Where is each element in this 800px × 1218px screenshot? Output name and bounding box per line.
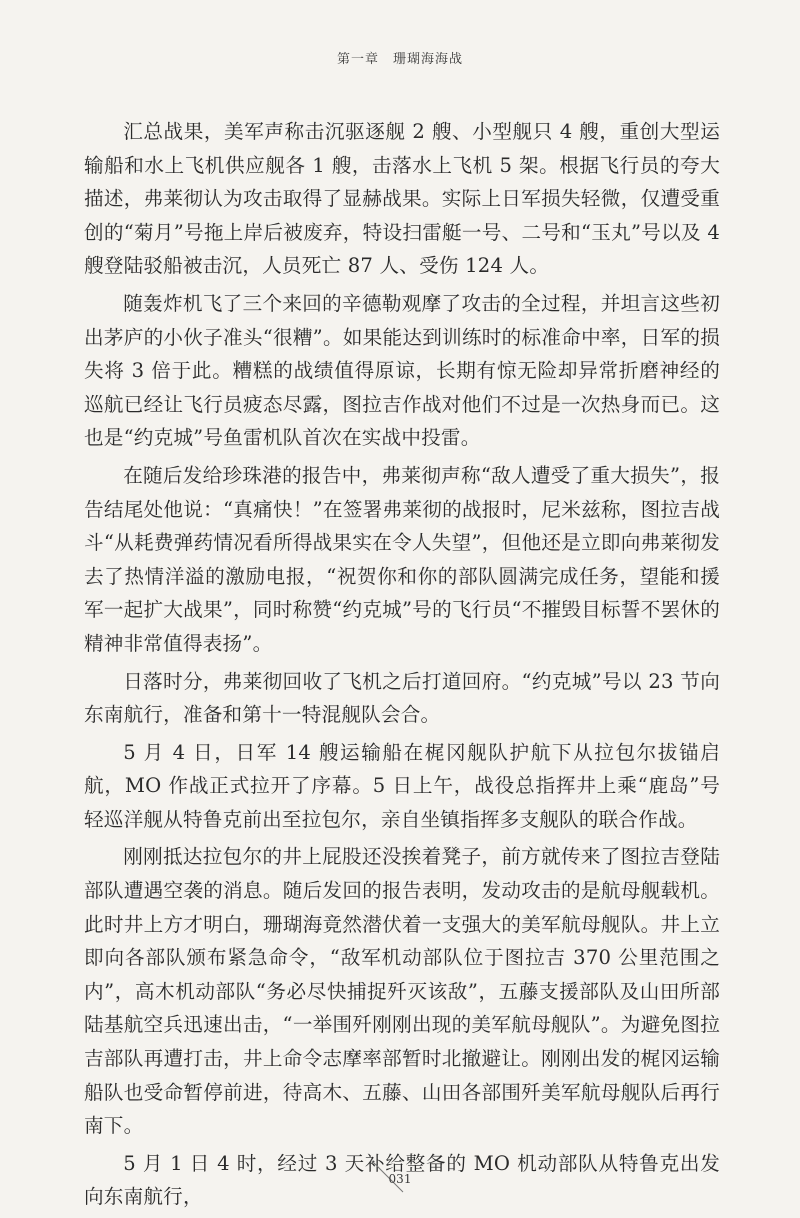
- paragraph: 在随后发给珍珠港的报告中，弗莱彻声称“敌人遭受了重大损失”，报告结尾处他说：“真痛快！”在签署弗莱彻的战报时，尼米兹称，图拉吉战斗“从耗费弹药情况看所得战果实在令人失望”，但他还是立即向弗莱彻发去了热情洋溢的激励电报，“祝贺你和你的部队圆满完成任务，望能和援军一起扩大战果”，同时称赞“约克城”号的飞行员“不摧毁目标誓不罢休的精神非常值得表扬”。: [84, 463, 720, 655]
- paragraph: 随轰炸机飞了三个来回的辛德勒观摩了攻击的全过程，并坦言这些初出茅庐的小伙子准头“很糟”。如果能达到训练时的标准命中率，日军的损失将 3 倍于此。糟糕的战绩值得原谅，长期有惊无险却异常折磨神经的巡航已经让飞行员疲态尽露，图拉吉作战对他们不过是一次热身而已。这也是“约克城”号鱼雷机队首次在实战中投雷。: [84, 291, 720, 450]
- paragraph: 5 月 4 日，日军 14 艘运输船在梶冈舰队护航下从拉包尔拔锚启航，MO 作战正式拉开了序幕。5 日上午，战役总指挥井上乘“鹿岛”号轻巡洋舰从特鲁克前出至拉包尔，亲自坐镇指挥多支舰队的联合作战。: [84, 740, 720, 831]
- body-text: [84, 115, 720, 1218]
- paragraph: 日落时分，弗莱彻回收了飞机之后打道回府。“约克城”号以 23 节向东南航行，准备和第十一特混舰队会合。: [84, 669, 720, 727]
- paragraph: 5 月 1 日 4 时，经过 3 天补给整备的 MO 机动部队从特鲁克出发向东南航行，: [84, 1151, 720, 1209]
- page-number: 031: [388, 1172, 412, 1186]
- paragraph: 刚刚抵达拉包尔的井上屁股还没挨着凳子，前方就传来了图拉吉登陆部队遭遇空袭的消息。随后发回的报告表明，发动攻击的是航母舰载机。此时井上方才明白，珊瑚海竟然潜伏着一支强大的美军航母舰队。井上立即向各部队颁布紧急命令，“敌军机动部队位于图拉吉 370 公里范围之内”，高木机动部队“务必尽快捕捉歼灭该敌”，五藤支援部队及山田所部陆基航空兵迅速出击，“一举围歼刚刚出现的美军航母舰队”。为避免图拉吉部队再遭打击，井上命令志摩率部暂时北撤避让。刚刚出发的梶冈运输船队也受命暂停前进，待高木、五藤、山田各部围歼美军航母舰队后再行南下。: [84, 845, 720, 1138]
- running-header: 第一章 珊瑚海海战: [336, 52, 463, 67]
- paragraph: 汇总战果，美军声称击沉驱逐舰 2 艘、小型舰只 4 艘，重创大型运输船和水上飞机供应舰各 1 艘，击落水上飞机 5 架。根据飞行员的夸大描述，弗莱彻认为攻击取得了显赫战果。实际上日军损失轻微，仅遭受重创的“菊月”号拖上岸后被废弃，特设扫雷艇一号、二号和“玉丸”号以及 4 艘登陆驳船被击沉，人员死亡 87 人、受伤 124 人。: [84, 120, 720, 278]
